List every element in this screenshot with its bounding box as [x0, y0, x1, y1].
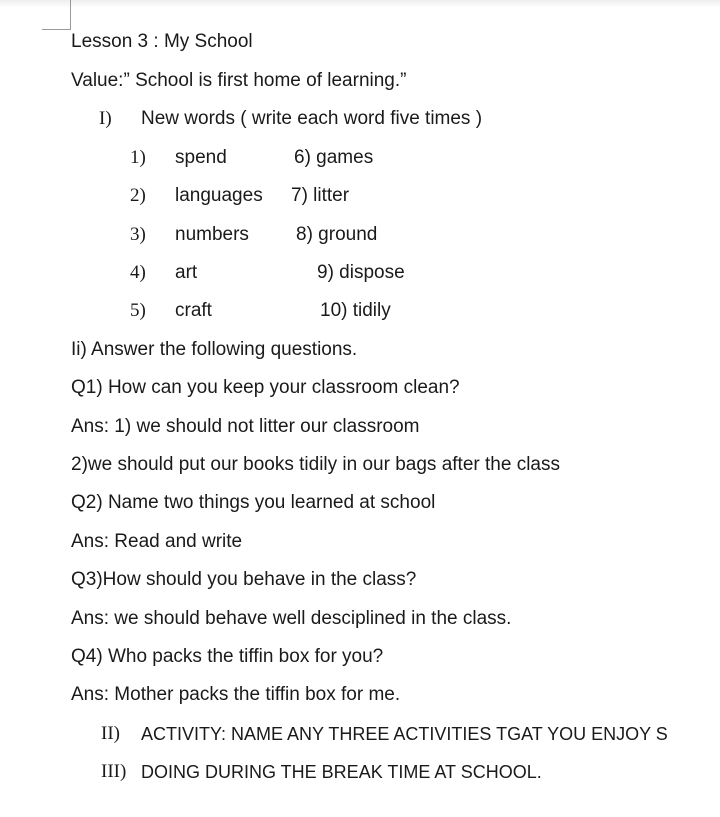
word-item: spend	[175, 147, 227, 168]
lesson-title: Lesson 3 : My School	[71, 31, 253, 52]
question-line: Q1) How can you keep your classroom clean?	[71, 377, 460, 398]
margin-corner-mark-vertical	[70, 0, 71, 30]
word-item: 9) dispose	[317, 262, 405, 283]
word-number: 1)	[130, 147, 146, 168]
question-line: Q2) Name two things you learned at school	[71, 492, 436, 513]
page-top-edge	[0, 0, 720, 8]
answer-line: Ans: Read and write	[71, 531, 243, 552]
answer-line: Ans: we should behave well desciplined in the class.	[71, 608, 512, 629]
section-1-heading: New words ( write each word five times )	[141, 108, 483, 129]
word-item: languages	[175, 185, 263, 206]
question-line: Q3)How should you behave in the class?	[71, 569, 417, 590]
section-1-numeral: I)	[99, 108, 112, 129]
word-number: 5)	[130, 300, 146, 321]
question-line: Q4) Who packs the tiffin box for you?	[71, 646, 384, 667]
word-item: 8) ground	[296, 224, 378, 245]
word-item: 6) games	[294, 147, 374, 168]
answer-line: Ans: Mother packs the tiffin box for me.	[71, 684, 401, 705]
word-number: 2)	[130, 185, 146, 206]
activity-numeral: III)	[101, 761, 127, 782]
activity-line: ACTIVITY: NAME ANY THREE ACTIVITIES TGAT YOU ENJOY S	[141, 724, 668, 744]
activity-numeral: II)	[101, 723, 120, 744]
activity-line: DOING DURING THE BREAK TIME AT SCHOOL.	[141, 762, 542, 782]
word-item: 7) litter	[291, 185, 350, 206]
word-item: art	[175, 262, 198, 283]
value-line: Value:” School is first home of learning.”	[71, 70, 407, 91]
word-number: 4)	[130, 262, 146, 283]
word-number: 3)	[130, 224, 146, 245]
answer-line: Ans: 1) we should not litter our classroom	[71, 416, 420, 437]
word-item: craft	[175, 300, 212, 321]
word-item: numbers	[175, 224, 249, 245]
word-item: 10) tidily	[320, 300, 391, 321]
margin-corner-mark-horizontal	[42, 29, 71, 30]
section-2-heading: Ii) Answer the following questions.	[71, 339, 358, 360]
answer-line: 2)we should put our books tidily in our bags after the class	[71, 454, 560, 475]
